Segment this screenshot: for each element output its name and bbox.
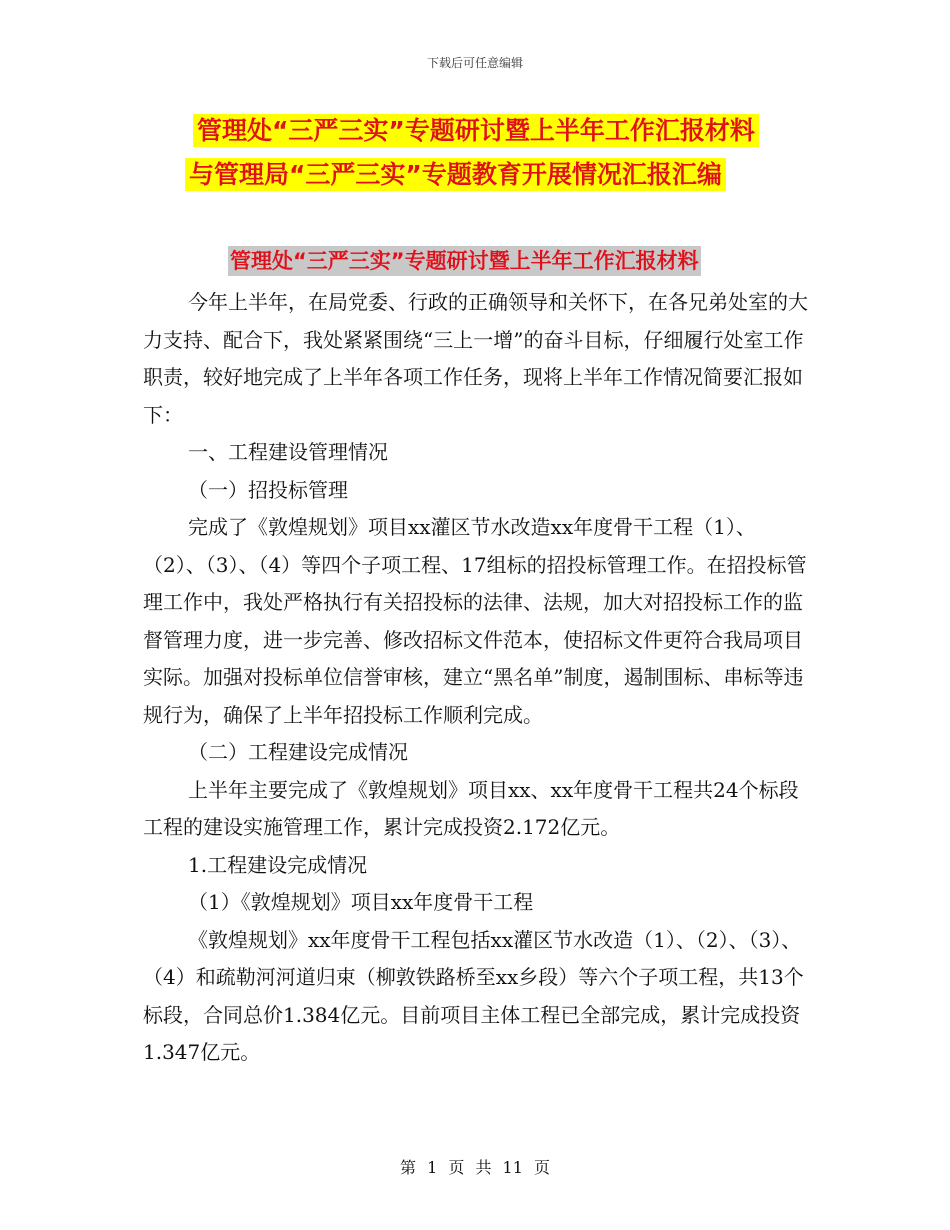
title-line-1: 管理处“三严三实”专题研讨暨上半年工作汇报材料 [193, 114, 759, 147]
paragraph-backbone-project: 《敦煌规划》xx年度骨干工程包括xx灌区节水改造（1）、（2）、（3）、（4）和疏勒河河道归束（柳敦铁路桥至xx乡段）等六个子项工程，共13个标段，合同总价1.384亿元。目前项目主体工程已全部完成，累计完成投资1.347亿元。 [143, 927, 804, 1064]
paragraph-bidding: 完成了《敦煌规划》项目xx灌区节水改造xx年度骨干工程（1）、（2）、（3）、（4）等四个子项工程、17组标的招投标管理工作。在招投标管理工作中，我处严格执行有关招投标的法律、法规，加大对招投标工作的监督管理力度，进一步完善、修改招标文件范本，使招标文件更符合我局项目实际。加强对投标单位信誉审核，建立“黑名单”制度，遏制围标、串标等违规行为，确保了上半年招投标工作顺利完成。 [143, 515, 807, 727]
paragraph-intro: 今年上半年，在局党委、行政的正确领导和关怀下，在各兄弟处室的大力支持、配合下，我处紧紧围绕“三上一增”的奋斗目标，仔细履行处室工作职责，较好地完成了上半年各项工作任务，现将上半年工作情况简要汇报如下： [143, 290, 808, 427]
subheading-construction: （二）工程建设完成情况 [188, 740, 408, 764]
header-note: 下载后可任意编辑 [426, 56, 523, 70]
page-footer: 第 1 页 共 11 页 [400, 1158, 550, 1177]
body-text [143, 284, 808, 1072]
heading-engineering-management: 一、工程建设管理情况 [188, 440, 388, 464]
document-title [185, 110, 759, 196]
section-heading: 管理处“三严三实”专题研讨暨上半年工作汇报材料 [228, 246, 701, 276]
paragraph-construction: 上半年主要完成了《敦煌规划》项目xx、xx年度骨干工程共24个标段工程的建设实施管理工作，累计完成投资2.172亿元。 [143, 777, 799, 839]
subheading-construction-status: 1.工程建设完成情况 [188, 852, 368, 877]
title-line-2: 与管理局“三严三实”专题教育开展情况汇报汇编 [185, 158, 726, 191]
subheading-backbone-project: （1）《敦煌规划》项目xx年度骨干工程 [188, 890, 534, 914]
subheading-bidding: （一）招投标管理 [188, 477, 348, 502]
